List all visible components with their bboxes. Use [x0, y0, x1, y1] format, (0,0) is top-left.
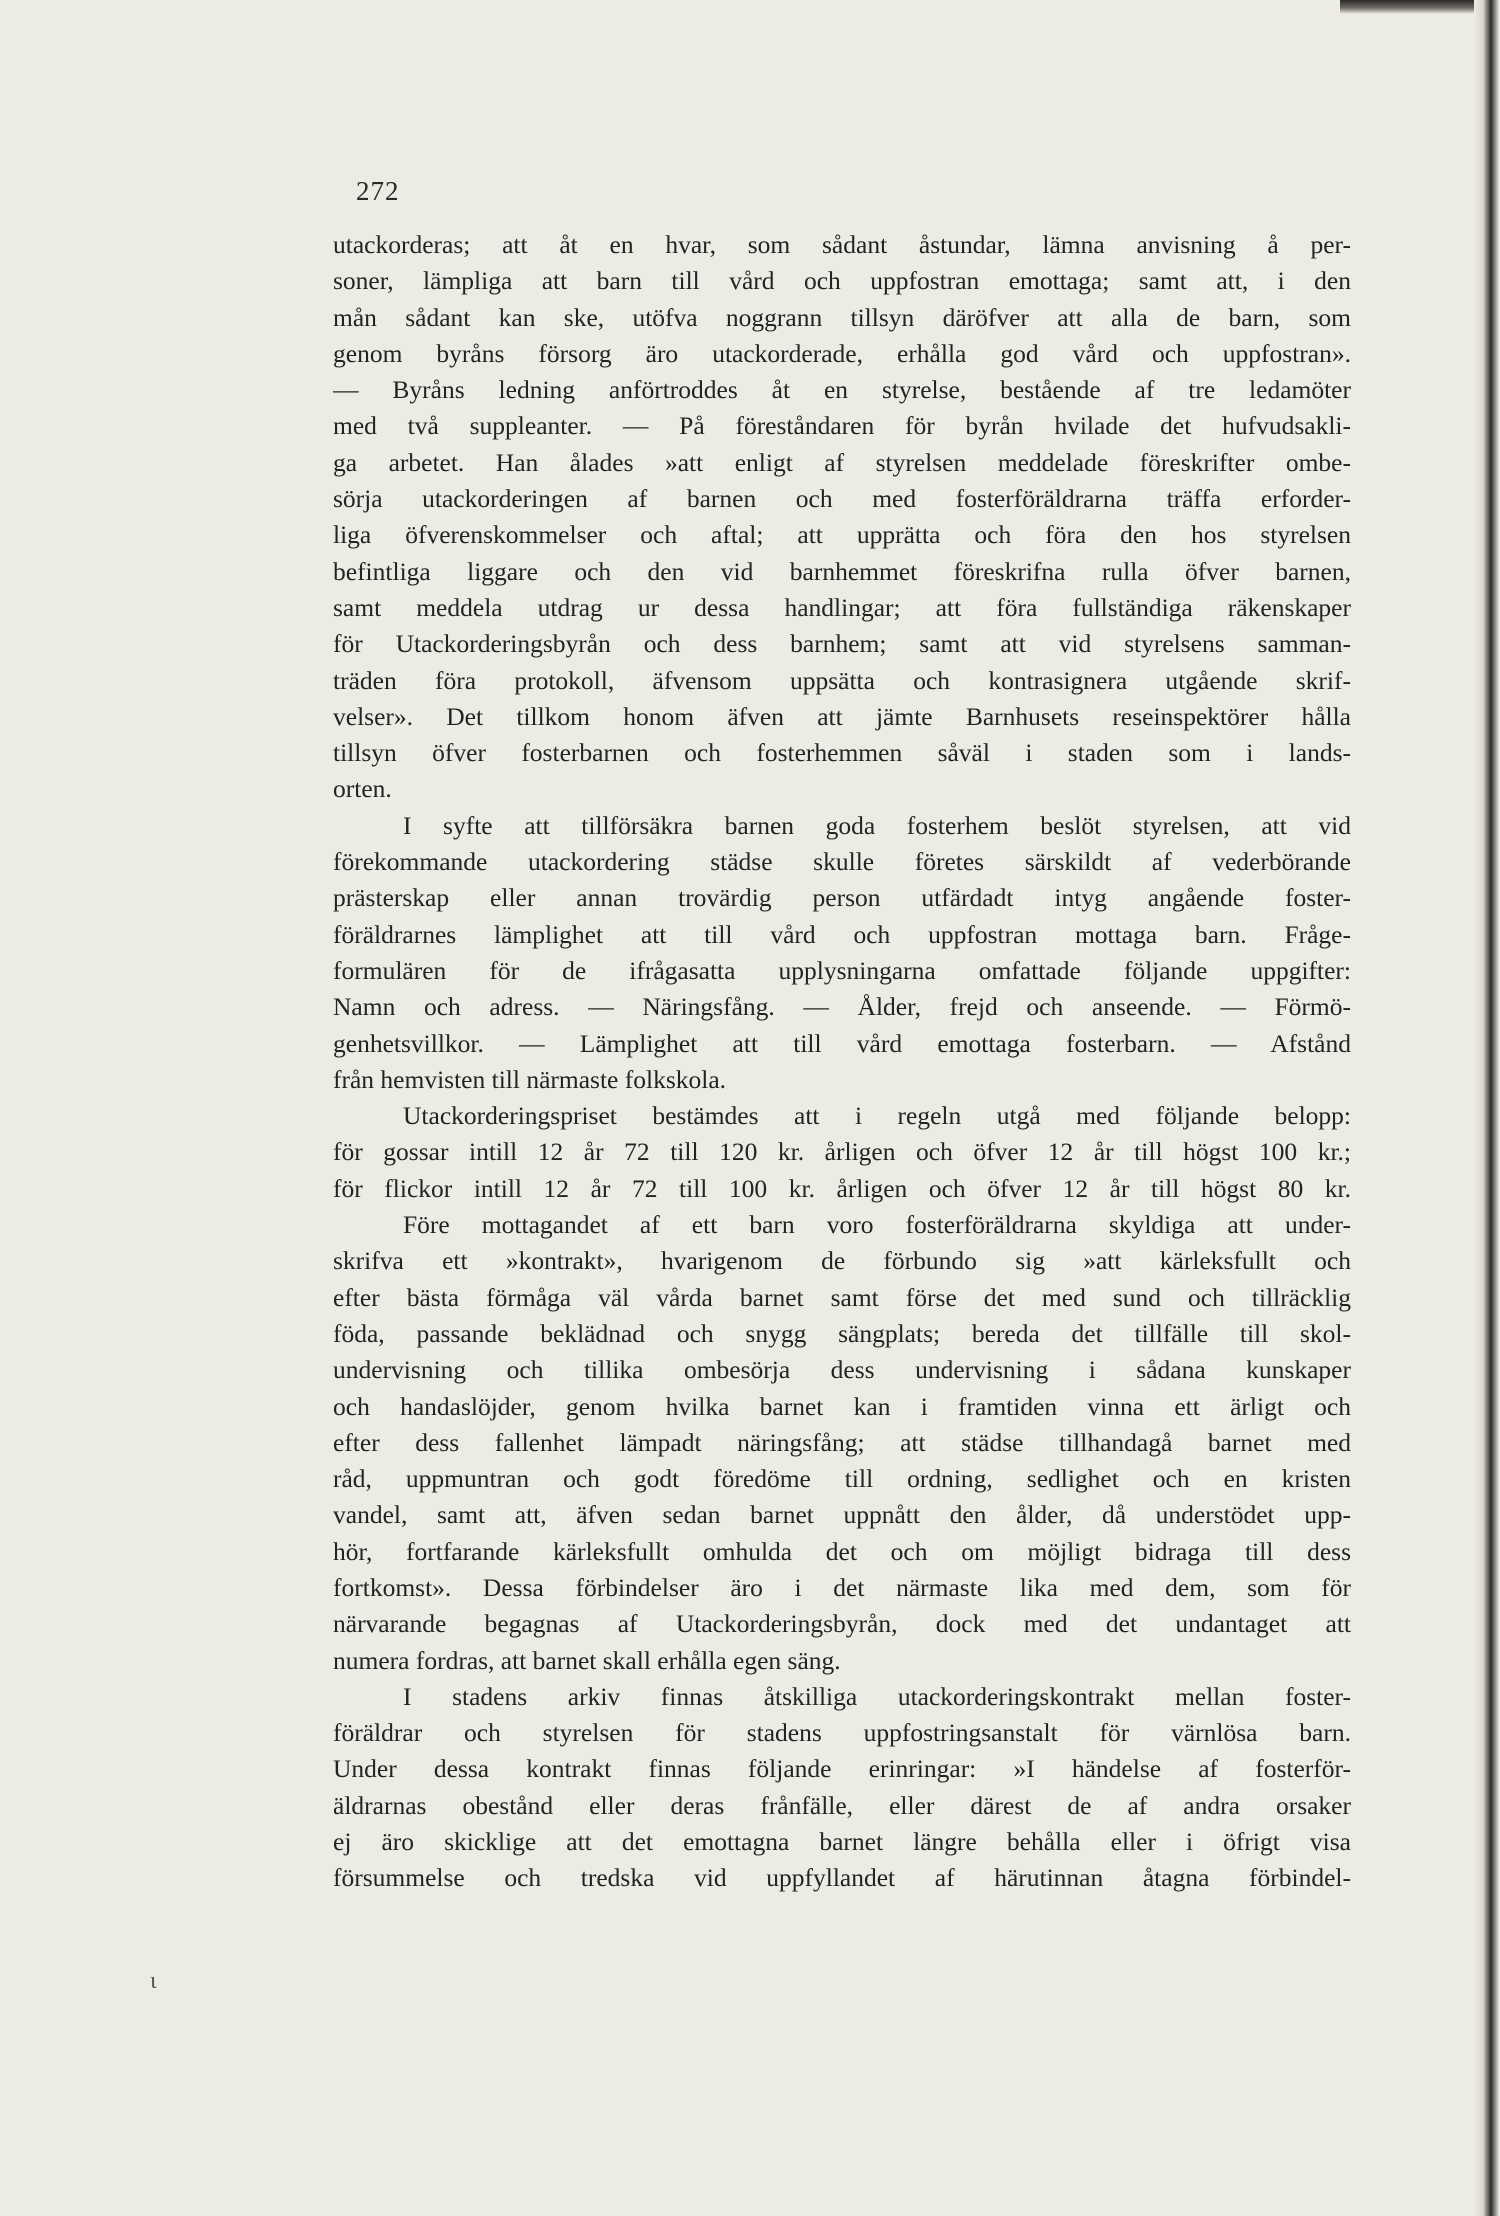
text-line: Namn och adress. — Näringsfång. — Ålder, frejd och anseende. — Förmö- [333, 992, 1351, 1022]
text-line: och handaslöjder, genom hvilka barnet kan i framtiden vinna ett ärligt och [333, 1391, 1351, 1421]
text-line: träden föra protokoll, äfvensom uppsätta och kontrasignera utgående skrif- [333, 665, 1351, 695]
text-line: hör, fortfarande kärleksfullt omhulda det och om möjligt bidraga till dess [333, 1536, 1351, 1566]
text-line: för Utackorderingsbyrån och dess barnhem; samt att vid styrelsens samman- [333, 629, 1351, 659]
text-line: genhetsvillkor. — Lämplighet att till vård emottaga fosterbarn. — Afstånd [333, 1028, 1351, 1058]
text-line: för flickor intill 12 år 72 till 100 kr. årligen och öfver 12 år till högst 80 kr. [333, 1173, 1351, 1203]
text-line: tillsyn öfver fosterbarnen och fosterhemmen såväl i staden som i lands- [333, 738, 1351, 768]
text-line: velser». Det tillkom honom äfven att jämte Barnhusets reseinspektörer hålla [333, 701, 1351, 731]
text-line: Utackorderingspriset bestämdes att i regeln utgå med följande belopp: [403, 1101, 1351, 1131]
text-line: genom byråns försorg äro utackorderade, erhålla god vård och uppfostran». [333, 338, 1351, 368]
text-line: efter bästa förmåga väl vårda barnet samt förse det med sund och tillräcklig [333, 1282, 1351, 1312]
text-line: för gossar intill 12 år 72 till 120 kr. årligen och öfver 12 år till högst 100 kr.; [333, 1137, 1351, 1167]
text-line: föräldrarnes lämplighet att till vård och uppfostran mottaga barn. Fråge- [333, 919, 1351, 949]
text-line: ga arbetet. Han ålades »att enligt af styrelsen meddelade föreskrifter ombe- [333, 447, 1351, 477]
text-line: utackorderas; att åt en hvar, som sådant åstundar, lämna anvisning å per- [333, 230, 1351, 259]
text-line: försummelse och tredska vid uppfyllandet af härutinnan åtagna förbindel- [333, 1863, 1351, 1893]
text-line: föda, passande beklädnad och snygg sängplats; bereda det tillfälle till skol- [333, 1318, 1351, 1348]
page-edge-shadow [1474, 0, 1500, 2216]
text-line: närvarande begagnas af Utackorderingsbyrån, dock med det undantaget att [333, 1609, 1351, 1639]
body-text [333, 227, 1351, 1897]
text-line: ej äro skicklige att det emottagna barnet längre behålla eller i öfrigt visa [333, 1827, 1351, 1857]
text-line: liga öfverenskommelser och aftal; att upprätta och föra den hos styrelsen [333, 520, 1351, 550]
text-line: föräldrar och styrelsen för stadens uppfostringsanstalt för värnlösa barn. [333, 1718, 1351, 1748]
text-line: med två suppleanter. — På föreståndaren för byrån hvilade det hufvudsakli- [333, 411, 1351, 441]
text-line: I syfte att tillförsäkra barnen goda fosterhem beslöt styrelsen, att vid [403, 810, 1351, 840]
text-line: efter dess fallenhet lämpadt näringsfång; att städse tillhandagå barnet med [333, 1427, 1351, 1457]
text-line: från hemvisten till närmaste folkskola. [333, 1064, 727, 1094]
text-line: orten. [333, 774, 392, 804]
text-line: sörja utackorderingen af barnen och med fosterföräldrarna träffa erforder- [333, 484, 1351, 514]
text-line: äldrarnas obestånd eller deras frånfälle, eller därest de af andra orsaker [333, 1790, 1351, 1820]
text-line: soner, lämpliga att barn till vård och uppfostran emottaga; samt att, i den [333, 266, 1351, 296]
text-line: befintliga liggare och den vid barnhemmet föreskrifna rulla öfver barnen, [333, 556, 1351, 586]
text-line: förekommande utackordering städse skulle företes särskildt af vederbörande [333, 847, 1351, 877]
text-line: samt meddela utdrag ur dessa handlingar; att föra fullständiga räkenskaper [333, 592, 1351, 622]
text-line: formulären för de ifrågasatta upplysningarna omfattade följande uppgifter: [333, 955, 1351, 985]
text-line: fortkomst». Dessa förbindelser äro i det närmaste lika med dem, som för [333, 1572, 1351, 1602]
text-line: vandel, samt att, äfven sedan barnet uppnått den ålder, då understödet upp- [333, 1500, 1351, 1530]
text-line: numera fordras, att barnet skall erhålla egen säng. [333, 1645, 841, 1675]
text-line: mån sådant kan ske, utöfva noggrann tillsyn däröfver att alla de barn, som [333, 302, 1351, 332]
stray-mark: ɩ [150, 1968, 157, 1994]
text-line: Under dessa kontrakt finnas följande erinringar: »I händelse af fosterför- [333, 1754, 1351, 1784]
text-line: prästerskap eller annan trovärdig person utfärdadt intyg angående foster- [333, 883, 1351, 913]
text-line: råd, uppmuntran och godt föredöme till ordning, sedlighet och en kristen [333, 1464, 1351, 1494]
text-line: undervisning och tillika ombesörja dess undervisning i sådana kunskaper [333, 1355, 1351, 1385]
text-line: skrifva ett »kontrakt», hvarigenom de förbundo sig »att kärleksfullt och [333, 1246, 1351, 1276]
text-line: I stadens arkiv finnas åtskilliga utackorderingskontrakt mellan foster- [403, 1681, 1351, 1711]
page-number: 272 [356, 176, 400, 206]
text-line: Före mottagandet af ett barn voro fosterföräldrarna skyldiga att under- [403, 1210, 1351, 1240]
text-line: — Byråns ledning anförtroddes åt en styrelse, bestående af tre ledamöter [333, 375, 1351, 405]
